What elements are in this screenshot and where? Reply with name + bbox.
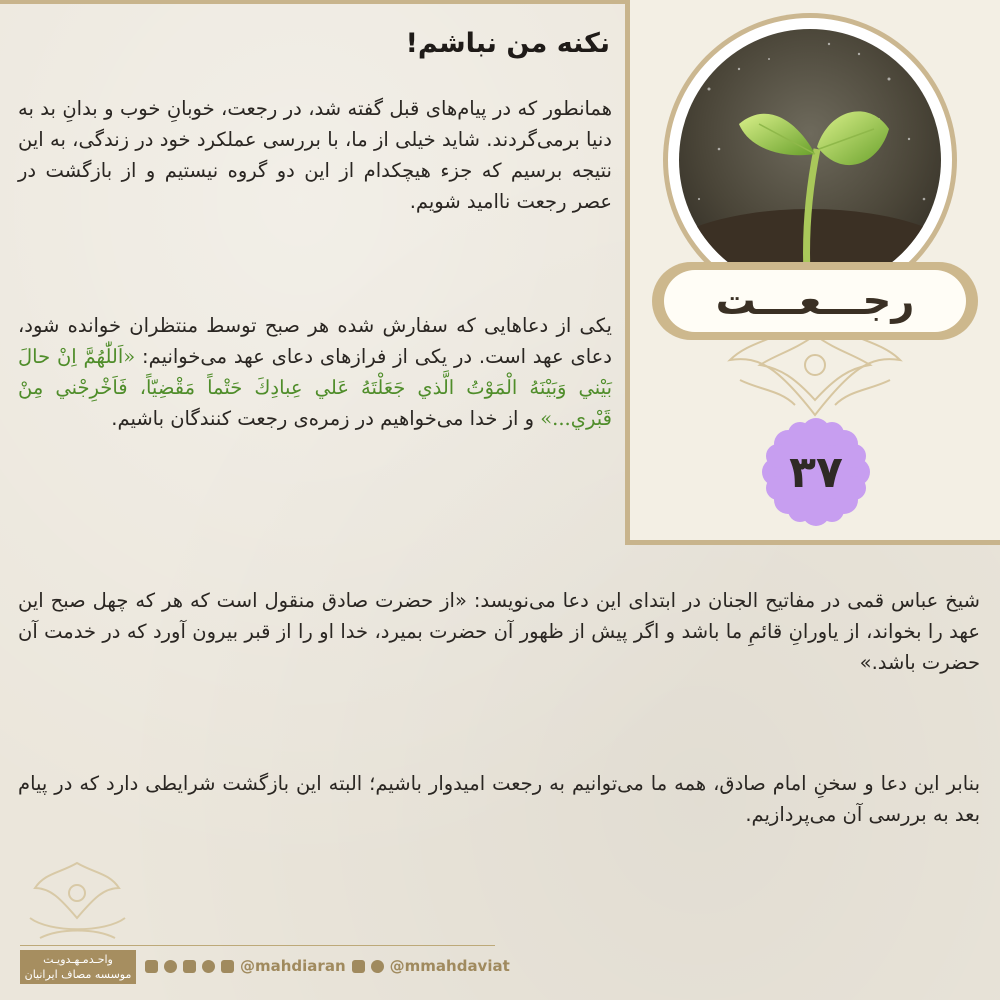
sprout-image <box>679 29 941 291</box>
website-icon[interactable] <box>371 960 384 973</box>
footer-divider <box>20 945 495 946</box>
paragraph-3: شیخ عباس قمی در مفاتیح الجنان در ابتدای این دعا می‌نویسد: «از حضرت صادق منقول است که هر که چهل صبح این عهد را بخواند، از یاورانِ قائمِ ما باشد و اگر پیش از ظهور آن حضرت بمیرد، خدا او را از قبر بیرون آورد که در خدمت آن حضرت باشد.» <box>18 589 980 674</box>
bale-icon[interactable] <box>183 960 196 973</box>
topic-label: رجـــعـــت <box>715 278 915 324</box>
paragraph-1: همانطور که در پیام‌های قبل گفته شد، در رجعت، خوبانِ خوب و بدانِ بد به دنیا برمی‌گردند. شاید خیلی از ما، با بررسی عملکرد خود در زندگی، به این نتیجه برسیم که جزء هیچکدام از این دو گروه نیستیم و از بازگشت در عصر رجعت ناامید شویم. <box>18 97 612 213</box>
telegram-icon[interactable] <box>145 960 158 973</box>
paragraph-2-intro: یکی از دعاهایی که سفارش شده هر صبح توسط منتظران خوانده شود، دعای عهد است. در یکی از فرازهای دعای عهد می‌خوانیم: <box>18 314 612 368</box>
topic-banner <box>664 270 966 332</box>
social-links <box>145 955 510 977</box>
dua-quote: «اَللّٰهُمَّ اِنْ حالَ بَيْني وَبَيْنَهُ الْمَوْتُ الَّذي جَعَلْتَهُ عَلي عِبادِكَ حَتْماً مَقْضِيّاً، فَاَخْرِجْني مِنْ قَبْري...» <box>18 345 612 430</box>
org-line-1: واحـدمـهـدویـت <box>43 953 113 966</box>
paragraph-2-end: و از خدا می‌خواهیم در زمره‌ی رجعت کنندگان باشیم. <box>111 407 541 430</box>
aparat-icon[interactable] <box>352 960 365 973</box>
instagram-icon[interactable] <box>221 960 234 973</box>
handle-mmahdaviat[interactable]: @mmahdaviat <box>389 957 510 975</box>
mahdiaran-logo-icon <box>20 858 135 948</box>
message-number: ۳۷ <box>789 446 843 498</box>
eitaa-icon[interactable] <box>164 960 177 973</box>
org-badge <box>20 950 136 984</box>
handle-mahdiaran[interactable]: @mahdiaran <box>240 957 346 975</box>
paragraph-4: بنابر این دعا و سخنِ امام صادق، همه ما می‌توانیم به رجعت امیدوار باشیم؛ البته این بازگشت شرایطی دارد که در پیام بعد به بررسی آن می‌پردازیم. <box>18 772 980 826</box>
org-line-2: موسسه مصاف ایرانیان <box>24 968 132 981</box>
page-title: نکنه من نباشم! <box>405 28 610 59</box>
paragraph-2 <box>18 310 612 434</box>
soroush-icon[interactable] <box>202 960 215 973</box>
